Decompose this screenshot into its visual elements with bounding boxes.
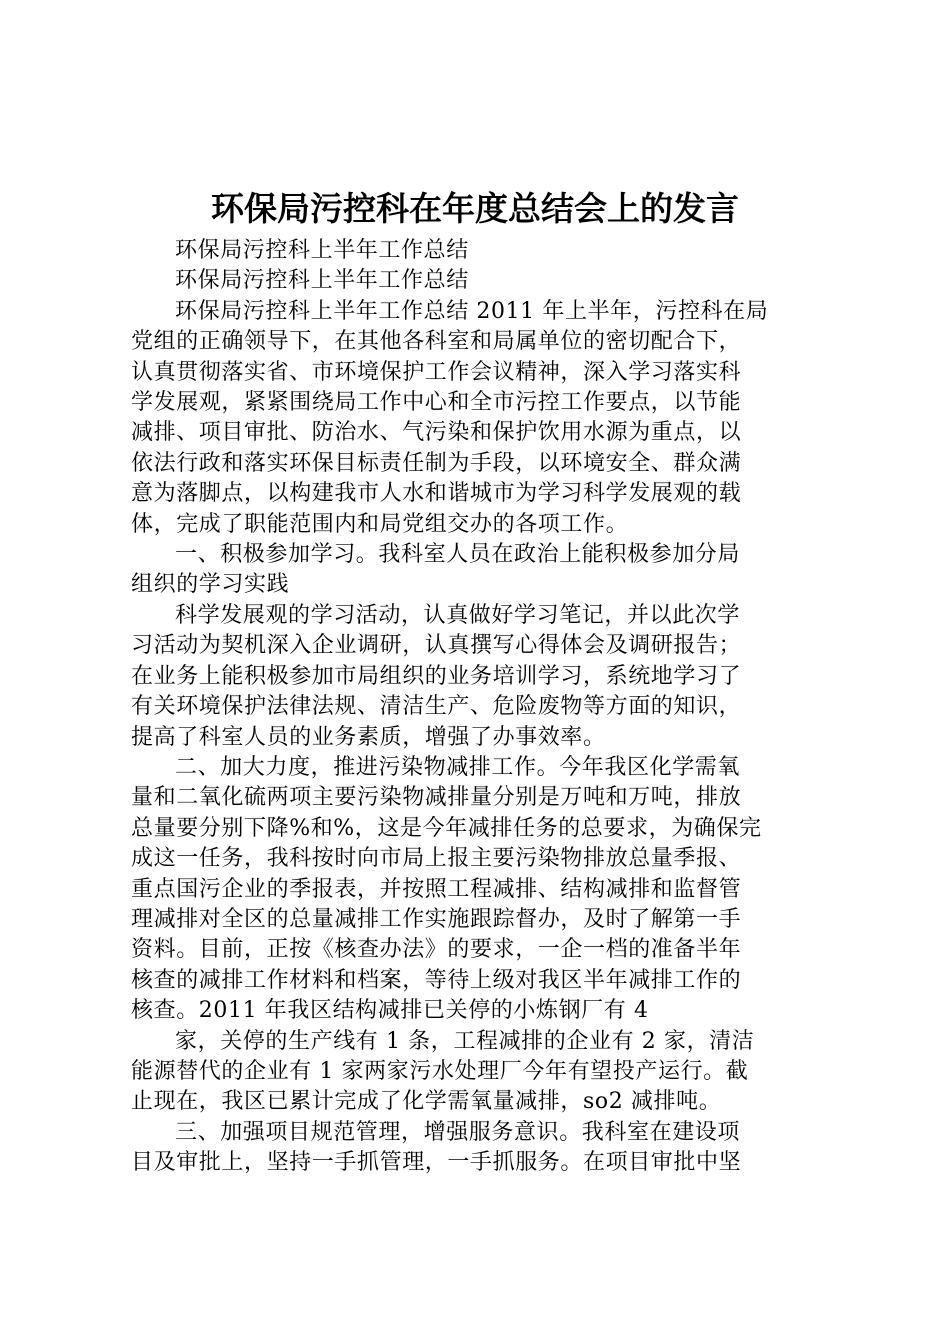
body-paragraph: 二、加大力度，推进污染物减排工作。今年我区化学需氧 量和二氧化硫两项主要污染物减排量分别是万吨和万吨，排放 总量要分别下降%和%，这是今年减排任务的总要求，为确保完 成这一任务，我科按时向市局上报主要污染物排放总量季报、 重点国污企业的季报表，并按照工程减排、结构减排和监督管 理减排对全区的总量减排工作实施跟踪督办，及时了解第一手 资料。目前，正按《核查办法》的要求，一企一档的准备半年 核查的减排工作材料和档案，等待上级对我区半年减排工作的 核查。2011 年我区结构减排已关停的小炼钢厂有 4 — [131, 754, 762, 1024]
body-paragraph: 环保局污控科上半年工作总结 — [175, 268, 469, 294]
document-title: 环保局污控科在年度总结会上的发言 — [211, 189, 739, 228]
document-body — [131, 236, 828, 1179]
body-paragraph: 三、加强项目规范管理，增强服务意识。我科室在建设项 目及审批上，坚持一手抓管理，一手抓服务。在项目审批中坚 — [131, 1119, 742, 1176]
body-paragraph: 一、积极参加学习。我科室人员在政治上能积极参加分局 组织的学习实践 — [131, 542, 741, 598]
body-paragraph: 环保局污控科上半年工作总结 2011 年上半年，污控科在局 党组的正确领导下，在其他各科室和局属单位的密切配合下， 认真贯彻落实省、市环境保护工作会议精神，深入学习落实科 学发展观，紧紧围绕局工作中心和全市污控工作要点，以节能 减排、项目审批、防治水、气污染和保护饮用水源为重点，以 依法行政和落实环保目标责任制为手段，以环境安全、群众满 意为落脚点，以构建我市人水和谐城市为学习科学发展观的载 体，完成了职能范围内和局党组交办的各项工作。 — [131, 298, 769, 537]
body-paragraph: 科学发展观的学习活动，认真做好学习笔记，并以此次学 习活动为契机深入企业调研，认真撰写心得体会及调研报告； 在业务上能积极参加市局组织的业务培训学习，系统地学习了 有关环境保护法律法规、清洁生产、危险废物等方面的知识， 提高了科室人员的业务素质，增强了办事效率。 — [131, 602, 742, 750]
body-paragraph: 环保局污控科上半年工作总结 — [175, 238, 469, 263]
body-paragraph: 家，关停的生产线有 1 条，工程减排的企业有 2 家，清洁 能源替代的企业有 1 家两家污水处理厂今年有望投产运行。截 止现在，我区已累计完成了化学需氧量减排，so2 减排吨。 — [131, 1028, 755, 1115]
